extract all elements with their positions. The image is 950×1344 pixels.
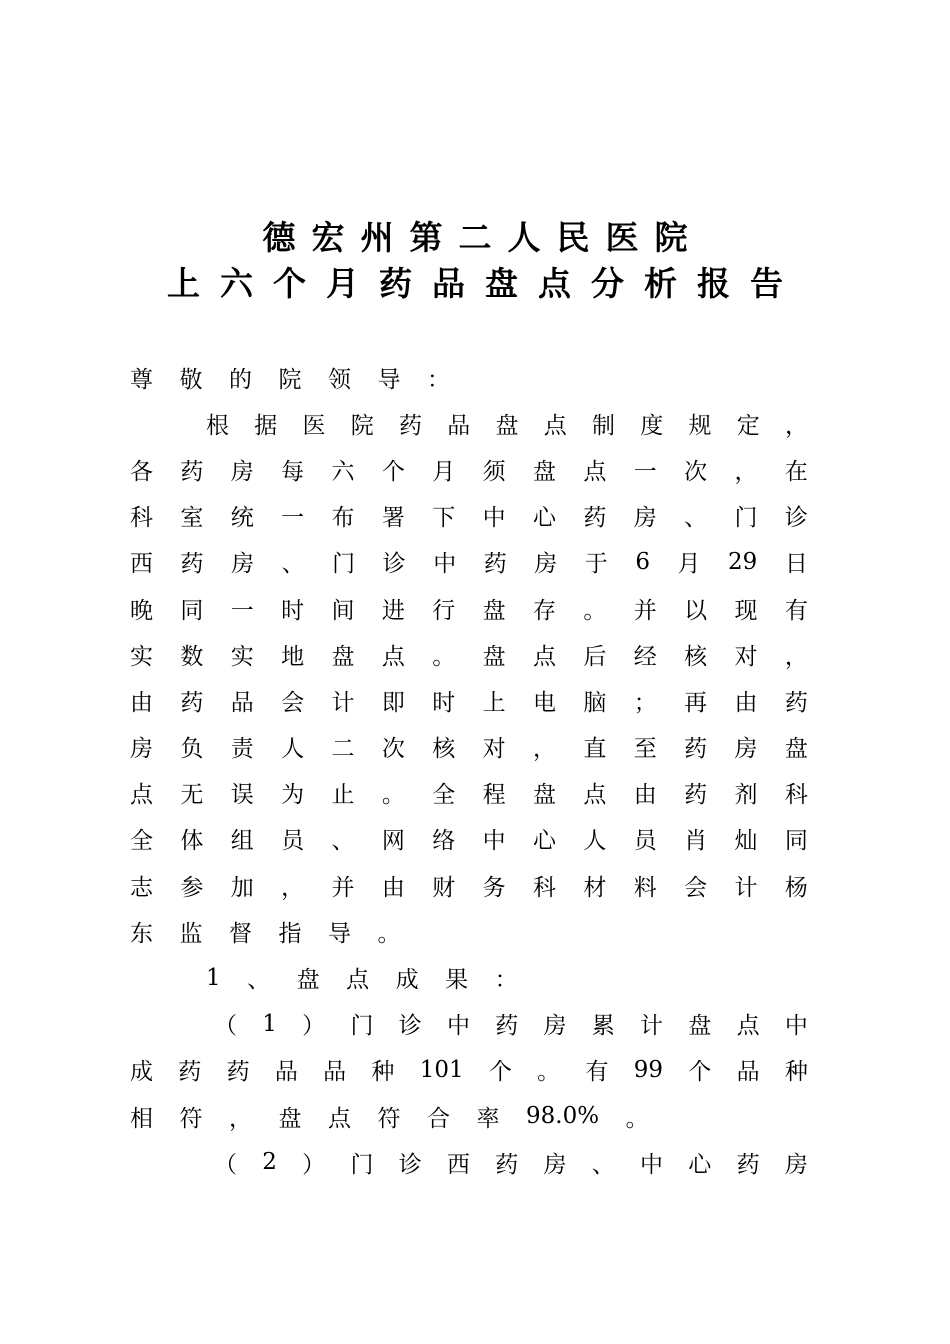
body-glyph: 同: [784, 828, 808, 855]
body-glyph: 药: [399, 412, 422, 439]
body-glyph: 药: [180, 458, 204, 485]
body-glyph: 院: [350, 412, 374, 439]
body-glyph: ，: [785, 412, 808, 439]
body-glyph: 网: [381, 828, 405, 855]
body-glyph: 经: [633, 643, 657, 670]
body-glyph: 盘: [482, 643, 506, 670]
body-glyph: 房: [130, 736, 153, 763]
body-glyph: 品: [323, 1059, 347, 1086]
body-glyph: 符: [377, 1105, 401, 1132]
body-line: [130, 1047, 808, 1093]
body-line: [130, 862, 808, 908]
body-glyph: （: [214, 1151, 237, 1178]
body-glyph: 品: [230, 689, 254, 716]
body-glyph: 101: [419, 1056, 464, 1083]
body-glyph: 统: [230, 505, 254, 532]
body-glyph: 中: [482, 828, 506, 855]
body-glyph: 对: [734, 643, 758, 670]
body-line: [130, 400, 808, 446]
body-glyph: 诊: [398, 1151, 422, 1178]
body-glyph: 核: [432, 736, 456, 763]
body-glyph: 合: [427, 1105, 450, 1132]
body-glyph: 品: [274, 1059, 298, 1086]
body-line: [130, 677, 808, 723]
body-line: [130, 631, 808, 677]
body-glyph: 1: [262, 1010, 277, 1037]
body-glyph: 药: [784, 689, 808, 716]
body-glyph: 间: [331, 597, 355, 624]
body-glyph: 门: [332, 551, 356, 578]
body-glyph: 须: [482, 458, 506, 485]
body-glyph: ）: [302, 1151, 326, 1178]
body-glyph: 心: [533, 828, 556, 855]
body-glyph: 房: [230, 458, 254, 485]
body-glyph: 成: [395, 967, 419, 994]
body-glyph: 体: [180, 828, 204, 855]
body-glyph: 料: [633, 874, 657, 901]
body-glyph: 、: [281, 551, 305, 578]
body-glyph: 科: [784, 782, 808, 809]
body-glyph: 房: [633, 505, 657, 532]
body-line: [130, 816, 808, 862]
body-glyph: 人: [281, 736, 305, 763]
body-glyph: 无: [180, 782, 204, 809]
body-glyph: 全: [432, 782, 456, 809]
body-glyph: 责: [230, 736, 254, 763]
body-glyph: 肖: [684, 828, 708, 855]
body-glyph: 电: [533, 689, 556, 716]
body-glyph: 种: [784, 1059, 808, 1086]
body-glyph: 29: [728, 548, 758, 575]
body-glyph: 度: [640, 412, 664, 439]
report-body: [130, 354, 808, 1185]
body-glyph: 同: [180, 597, 204, 624]
body-glyph: 加: [230, 874, 254, 901]
body-glyph: 计: [734, 874, 758, 901]
body-glyph: 药: [180, 551, 204, 578]
body-glyph: 止: [331, 782, 355, 809]
body-glyph: 地: [281, 643, 305, 670]
body-glyph: 监: [179, 920, 203, 947]
body-glyph: 科: [130, 505, 153, 532]
body-line: [130, 1093, 808, 1139]
body-glyph: 室: [180, 505, 204, 532]
body-glyph: 晚: [130, 597, 153, 624]
body-glyph: 相: [130, 1105, 153, 1132]
body-glyph: 实: [230, 643, 254, 670]
body-glyph: 房: [543, 1151, 567, 1178]
body-glyph: 规: [688, 412, 712, 439]
body-glyph: 每: [281, 458, 305, 485]
body-glyph: 盘: [784, 736, 808, 763]
body-glyph: 门: [734, 505, 758, 532]
body-glyph: 、: [591, 1151, 615, 1178]
body-glyph: 种: [371, 1059, 395, 1086]
body-glyph: 对: [482, 736, 506, 763]
body-glyph: 至: [633, 736, 657, 763]
body-line: [130, 770, 808, 816]
body-glyph: 为: [281, 782, 305, 809]
body-glyph: 行: [432, 597, 456, 624]
body-glyph: 、: [247, 967, 271, 994]
body-glyph: 药: [180, 689, 204, 716]
body-glyph: 药: [226, 1059, 250, 1086]
body-glyph: 率: [476, 1105, 500, 1132]
body-glyph: 后: [583, 643, 607, 670]
body-glyph: 核: [684, 643, 708, 670]
body-glyph: 一: [230, 597, 254, 624]
body-glyph: 脑: [583, 689, 607, 716]
body-glyph: 日: [784, 551, 808, 578]
body-glyph: 个: [381, 458, 405, 485]
body-glyph: 点: [381, 643, 405, 670]
body-glyph: 东: [130, 920, 153, 947]
body-glyph: 的: [229, 366, 252, 393]
body-glyph: 署: [381, 505, 405, 532]
body-glyph: 房: [534, 551, 558, 578]
body-line: [130, 539, 808, 585]
body-glyph: 以: [684, 597, 708, 624]
body-glyph: 成: [130, 1059, 153, 1086]
body-glyph: 药: [483, 551, 507, 578]
body-line: [130, 1139, 808, 1185]
body-glyph: 点: [328, 1105, 351, 1132]
body-glyph: 99: [633, 1056, 663, 1083]
body-glyph: 盘: [331, 643, 355, 670]
body-glyph: ，: [533, 736, 556, 763]
body-glyph: 上: [482, 689, 506, 716]
body-glyph: 。: [377, 920, 401, 947]
body-glyph: 、: [331, 828, 355, 855]
body-glyph: 员: [281, 828, 305, 855]
body-glyph: 心: [688, 1151, 712, 1178]
body-glyph: 实: [130, 643, 153, 670]
body-glyph: 督: [229, 920, 252, 947]
body-glyph: 中: [482, 505, 506, 532]
body-line: [130, 1001, 808, 1047]
body-glyph: 中: [640, 1151, 664, 1178]
body-glyph: 西: [130, 551, 153, 578]
body-glyph: 计: [640, 1013, 664, 1040]
document-title-line-1: 德宏州第二人民医院: [262, 218, 704, 257]
body-glyph: 。: [625, 1105, 649, 1132]
body-glyph: 。: [537, 1059, 561, 1086]
body-glyph: 点: [130, 782, 153, 809]
body-glyph: 98.0%: [526, 1103, 600, 1130]
body-glyph: 存: [533, 597, 556, 624]
body-glyph: 品: [447, 412, 471, 439]
body-glyph: 6: [635, 548, 650, 575]
body-glyph: 盘: [278, 1105, 302, 1132]
body-glyph: 月: [677, 551, 701, 578]
body-glyph: 医: [302, 412, 326, 439]
body-glyph: 制: [592, 412, 615, 439]
body-glyph: 程: [482, 782, 506, 809]
body-line: [130, 954, 808, 1000]
body-glyph: 参: [180, 874, 204, 901]
body-glyph: 由: [633, 782, 657, 809]
body-glyph: 盘: [296, 967, 320, 994]
body-glyph: 由: [130, 689, 153, 716]
body-glyph: （: [214, 1013, 237, 1040]
body-line: [130, 724, 808, 770]
body-glyph: 房: [784, 1151, 808, 1178]
body-glyph: 由: [381, 874, 405, 901]
body-glyph: ，: [734, 458, 758, 485]
body-glyph: 于: [584, 551, 608, 578]
body-glyph: 西: [446, 1151, 470, 1178]
body-glyph: 药: [684, 782, 708, 809]
body-line: [130, 493, 808, 539]
body-glyph: ）: [302, 1013, 326, 1040]
body-glyph: 指: [278, 920, 302, 947]
body-glyph: 房: [734, 736, 758, 763]
body-glyph: 。: [381, 782, 405, 809]
body-glyph: 导: [328, 920, 351, 947]
body-glyph: 再: [684, 689, 708, 716]
body-glyph: 个: [488, 1059, 512, 1086]
body-glyph: 果: [445, 967, 469, 994]
body-glyph: 中: [433, 551, 457, 578]
body-glyph: ：: [494, 967, 518, 994]
body-glyph: ；: [633, 689, 657, 716]
body-glyph: 。: [583, 597, 607, 624]
body-glyph: 人: [583, 828, 607, 855]
body-line: [130, 908, 808, 954]
body-glyph: 。: [432, 643, 456, 670]
body-glyph: 累: [591, 1013, 615, 1040]
body-glyph: 二: [331, 736, 355, 763]
body-glyph: 财: [432, 874, 456, 901]
body-glyph: 心: [533, 505, 556, 532]
body-glyph: 门: [350, 1151, 374, 1178]
body-glyph: 误: [230, 782, 254, 809]
body-glyph: 点: [346, 967, 370, 994]
body-glyph: 盘: [533, 458, 556, 485]
body-glyph: 药: [495, 1013, 519, 1040]
body-glyph: 次: [381, 736, 405, 763]
body-glyph: 下: [432, 505, 456, 532]
body-glyph: 盘: [495, 412, 519, 439]
body-glyph: 材: [583, 874, 607, 901]
body-glyph: 品: [736, 1059, 760, 1086]
body-glyph: ，: [784, 643, 808, 670]
body-glyph: 院: [278, 366, 302, 393]
body-glyph: 进: [381, 597, 405, 624]
body-glyph: 组: [230, 828, 254, 855]
body-glyph: 一: [633, 458, 657, 485]
body-glyph: 计: [331, 689, 355, 716]
body-glyph: 符: [179, 1105, 203, 1132]
body-glyph: 诊: [382, 551, 406, 578]
body-glyph: 诊: [784, 505, 808, 532]
body-glyph: 盘: [533, 782, 556, 809]
body-glyph: 并: [633, 597, 657, 624]
body-glyph: 全: [130, 828, 153, 855]
body-glyph: 杨: [784, 874, 808, 901]
body-glyph: 务: [482, 874, 506, 901]
body-glyph: 门: [350, 1013, 374, 1040]
body-glyph: 有: [784, 597, 808, 624]
body-glyph: 药: [684, 736, 708, 763]
body-glyph: 定: [736, 412, 760, 439]
body-glyph: 次: [684, 458, 708, 485]
body-line: [130, 585, 808, 631]
body-glyph: 灿: [734, 828, 758, 855]
body-glyph: 点: [533, 643, 556, 670]
body-glyph: 数: [180, 643, 204, 670]
body-glyph: 各: [130, 458, 153, 485]
body-glyph: 志: [130, 874, 153, 901]
body-glyph: 领: [328, 366, 351, 393]
body-glyph: 诊: [398, 1013, 422, 1040]
body-glyph: 据: [254, 412, 278, 439]
body-glyph: 络: [432, 828, 456, 855]
body-glyph: 盘: [482, 597, 506, 624]
body-glyph: 在: [784, 458, 808, 485]
body-glyph: 会: [281, 689, 305, 716]
body-glyph: 导: [377, 366, 401, 393]
body-glyph: 、: [684, 505, 708, 532]
body-glyph: 点: [543, 412, 567, 439]
body-glyph: 月: [432, 458, 456, 485]
body-glyph: 盘: [688, 1013, 712, 1040]
body-glyph: 直: [583, 736, 607, 763]
body-line: [130, 446, 808, 492]
body-glyph: 现: [734, 597, 758, 624]
body-glyph: 药: [495, 1151, 519, 1178]
body-glyph: 药: [736, 1151, 760, 1178]
body-glyph: 房: [231, 551, 255, 578]
body-glyph: 即: [381, 689, 405, 716]
body-glyph: 布: [331, 505, 355, 532]
body-glyph: 敬: [179, 366, 203, 393]
body-glyph: 药: [583, 505, 607, 532]
body-glyph: 个: [688, 1059, 712, 1086]
body-glyph: ：: [427, 366, 450, 393]
body-glyph: 科: [533, 874, 556, 901]
body-glyph: 点: [583, 458, 607, 485]
body-glyph: 2: [262, 1149, 277, 1176]
body-glyph: 由: [734, 689, 758, 716]
body-glyph: 有: [585, 1059, 609, 1086]
body-glyph: 药: [178, 1059, 202, 1086]
body-glyph: 根: [206, 412, 229, 439]
body-glyph: 剂: [734, 782, 758, 809]
body-glyph: ，: [229, 1105, 252, 1132]
document-title-line-2: 上六个月药品盘点分析报告: [167, 264, 803, 303]
body-glyph: 尊: [130, 366, 153, 393]
body-glyph: 中: [784, 1013, 808, 1040]
body-glyph: ，: [281, 874, 305, 901]
body-glyph: 六: [331, 458, 355, 485]
body-glyph: 点: [583, 782, 607, 809]
body-glyph: 一: [281, 505, 305, 532]
body-glyph: 员: [633, 828, 657, 855]
body-glyph: 会: [684, 874, 708, 901]
body-glyph: 房: [543, 1013, 567, 1040]
body-glyph: 时: [432, 689, 456, 716]
body-glyph: 负: [180, 736, 204, 763]
body-glyph: 1: [206, 964, 221, 991]
body-glyph: 点: [736, 1013, 760, 1040]
body-glyph: 中: [446, 1013, 470, 1040]
body-line: [130, 354, 808, 400]
body-glyph: 并: [331, 874, 355, 901]
body-glyph: 时: [281, 597, 305, 624]
